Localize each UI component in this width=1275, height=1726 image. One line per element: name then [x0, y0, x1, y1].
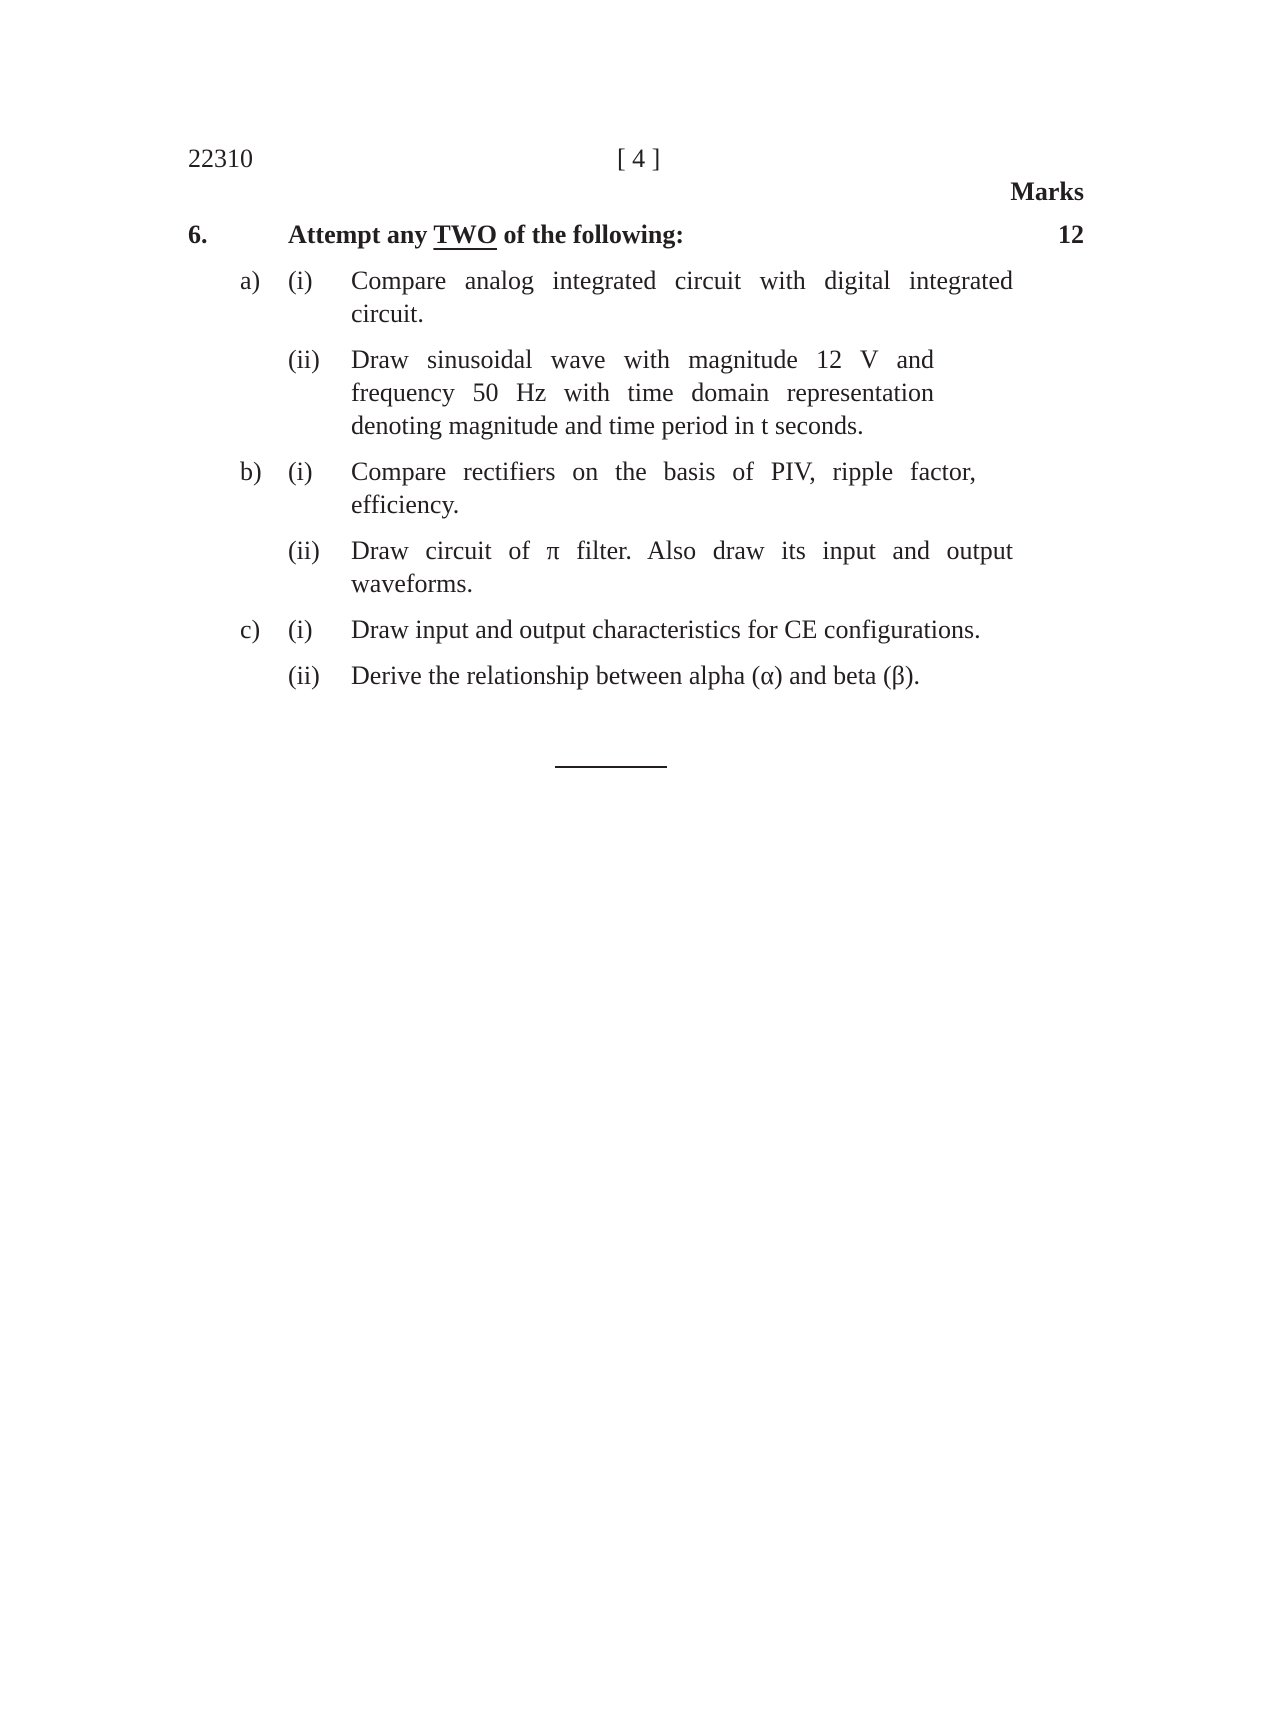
end-of-paper-line [555, 766, 667, 768]
sub-label-b-ii: (ii) [288, 536, 320, 565]
paper-code: 22310 [188, 144, 253, 173]
sub-label-c-ii: (ii) [288, 661, 320, 690]
sub-question-a-ii: Draw sinusoidal wave with magnitude 12 V and frequency 50 Hz with time domain representation denoting magnitude and time period in t seconds. [351, 345, 934, 440]
sub-question-c-ii: Derive the relationship between alpha (α) and beta (β). [351, 661, 921, 690]
instruction-emphasis: TWO [433, 220, 497, 249]
question-number: 6. [188, 220, 208, 249]
instruction-suffix: of the following: [496, 220, 685, 249]
sub-question-b-ii: Draw circuit of π filter. Also draw its input and output waveforms. [351, 536, 1013, 598]
sub-label-a-ii: (ii) [288, 345, 320, 374]
sub-label-c-i: (i) [288, 615, 313, 644]
question-instruction [288, 218, 684, 251]
part-label-a: a) [240, 266, 261, 295]
part-label-c: c) [240, 615, 261, 644]
page-number: [ 4 ] [617, 144, 661, 173]
sub-question-c-i: Draw input and output characteristics for CE configurations. [351, 615, 981, 644]
marks-heading: Marks [1010, 177, 1084, 206]
sub-label-a-i: (i) [288, 266, 313, 295]
sub-question-a-i: Compare analog integrated circuit with digital integrated circuit. [351, 266, 1013, 328]
sub-label-b-i: (i) [288, 457, 313, 486]
instruction-prefix: Attempt any [288, 220, 434, 249]
question-marks: 12 [1058, 220, 1084, 249]
sub-question-b-i: Compare rectifiers on the basis of PIV, ripple factor, efficiency. [351, 457, 976, 519]
part-label-b: b) [240, 457, 262, 486]
